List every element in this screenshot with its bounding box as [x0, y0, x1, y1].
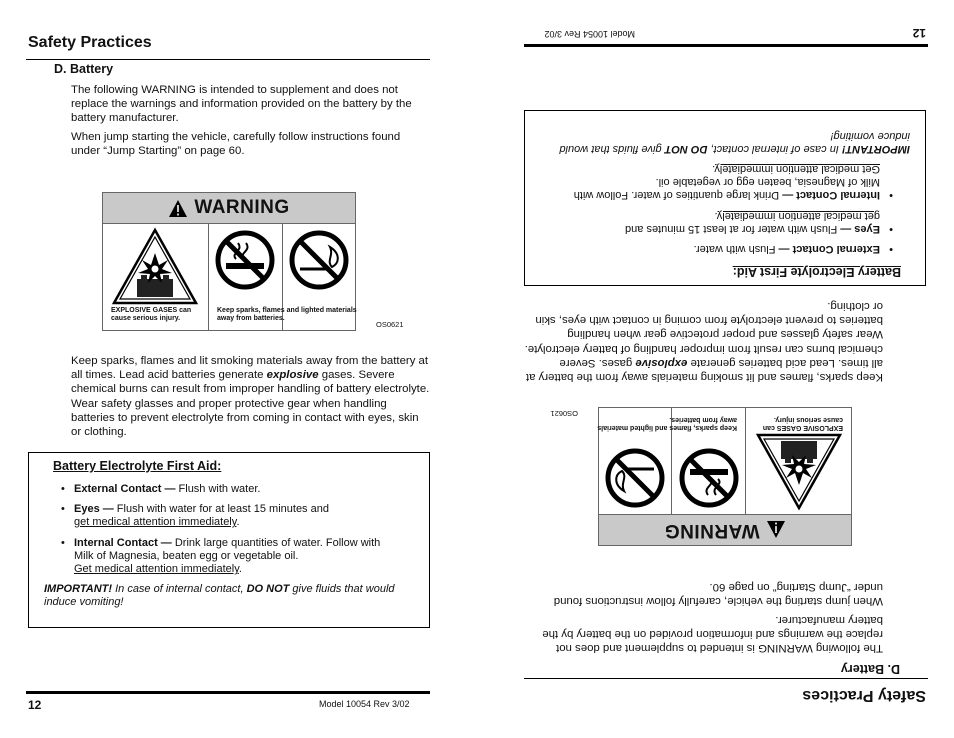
internal-text: Drink large quantities of water. Follow with Milk of Magnesia, beaten egg or vegetable oil.	[74, 537, 381, 563]
explosion-panel	[745, 408, 851, 514]
no-smoking-icon	[214, 229, 276, 291]
sparks-text-a: Keep sparks, flames and lit smoking materials away from the battery at all times. Lead acid batteries generate	[71, 355, 429, 382]
jump-start-paragraph: When jump starting the vehicle, carefully follow instructions found under “Jump Starting” on page 60.	[553, 580, 883, 607]
first-aid-title: Battery Electrolyte First Aid:	[732, 265, 901, 279]
no-flame-panel	[599, 408, 671, 514]
eyes-text: Flush with water for at least 15 minutes and	[113, 503, 329, 515]
sub-heading: D. Battery	[840, 662, 900, 676]
eyes-label: Eyes —	[74, 503, 114, 515]
internal-text: Drink large quantities of water. Follow with Milk of Magnesia, beaten egg or vegetable oil.	[573, 175, 880, 201]
important-label: IMPORTANT!	[841, 143, 910, 155]
decal-code: OS0621	[550, 409, 578, 418]
sparks-paragraph	[71, 354, 431, 439]
eyes-medical-link: get medical attention immediately	[74, 516, 237, 529]
keep-sparks-caption: Keep sparks, flames and lighted materials away from batteries.	[597, 415, 737, 431]
decal-header	[103, 193, 355, 224]
explosion-icon	[110, 227, 200, 307]
internal-label: Internal Contact —	[782, 189, 880, 201]
page-number: 12	[28, 698, 42, 712]
bullet-icon: •	[889, 189, 893, 201]
footer-rule	[26, 691, 430, 694]
important-text-b: give fluids that would induce vomiting!	[44, 583, 395, 609]
no-flame-icon	[604, 447, 666, 509]
first-aid-title: Battery Electrolyte First Aid:	[53, 459, 222, 473]
no-flame-icon	[288, 229, 350, 291]
decal-header	[599, 514, 851, 545]
external-text: Flush with water.	[175, 483, 261, 495]
bullet-icon: •	[61, 483, 65, 495]
no-smoking-panel	[597, 408, 745, 514]
external-text: Flush with water.	[693, 243, 779, 255]
sparks-text-c: gases. Severe chemical burns can result from improper handling of battery electrolyte. Wear safety glasses and proper protective gear when handling batteries to prevent electrolyte from coming in contact with eyes, skin or clothing.	[524, 299, 883, 369]
important-text-a: In case of internal contact,	[707, 143, 842, 155]
sparks-explosive: explosive	[635, 356, 688, 369]
bullet-icon: •	[889, 243, 893, 255]
important-note	[535, 129, 910, 155]
decal-code: OS0621	[376, 320, 404, 329]
right-page-upside-down	[524, 0, 928, 738]
important-donot: DO NOT	[664, 143, 708, 155]
keep-sparks-caption: Keep sparks, flames and lighted materials away from batteries.	[217, 307, 357, 323]
important-text-a: In case of internal contact,	[112, 583, 247, 595]
model-revision: Model 10054 Rev 3/02	[319, 699, 410, 709]
explosion-icon	[754, 431, 844, 511]
important-note	[44, 583, 419, 609]
bullet-icon: •	[889, 223, 893, 235]
model-revision: Model 10054 Rev 3/02	[544, 29, 635, 39]
sparks-text-a: Keep sparks, flames and lit smoking materials away from the battery at all times. Lead acid batteries generate	[525, 356, 883, 383]
sparks-text-c: gases. Severe chemical burns can result from improper handling of battery electrolyte. Wear safety glasses and proper protective gear when handling batteries to prevent electrolyte from coming in contact with eyes, skin or clothing.	[71, 369, 430, 439]
explosion-panel	[103, 224, 209, 330]
no-flame-panel	[283, 224, 355, 330]
title-rule	[26, 59, 430, 60]
warning-triangle-icon	[168, 199, 188, 218]
eyes-text: Flush with water for at least 15 minutes and	[625, 223, 841, 235]
explosive-gases-caption: EXPLOSIVE GASES can cause serious injury.	[762, 415, 843, 431]
jump-start-paragraph: When jump starting the vehicle, carefully follow instructions found under “Jump Starting” on page 60.	[71, 131, 401, 158]
section-title: Safety Practices	[802, 687, 926, 704]
title-rule	[524, 678, 928, 679]
first-aid-box: Battery Electrolyte First Aid: • External Contact — Flush with water. • Eyes — Flush with water for at least 15 minutes and get medical attention immediately. • Internal Contact — Drink large quantities of water. Follow with Milk of Magnesia, beaten egg or vegetable oil. Get medical attention immediately. IMPORTANT! In case of internal contact, DO NOT give fluids that would induce vomiting!	[524, 110, 926, 286]
no-smoking-panel	[209, 224, 357, 330]
eyes-label: Eyes —	[840, 223, 880, 235]
explosive-gases-caption: EXPLOSIVE GASES can cause serious injury.	[111, 307, 192, 323]
section-title: Safety Practices	[28, 34, 152, 51]
warning-decal	[598, 407, 852, 546]
external-label: External Contact —	[778, 243, 880, 255]
important-donot: DO NOT	[246, 583, 290, 595]
warning-intro-paragraph: The following WARNING is intended to supplement and does not replace the warnings and information provided on the battery by the battery manufacturer.	[542, 613, 883, 654]
internal-medical-link: Get medical attention immediately	[715, 162, 880, 175]
sparks-explosive: explosive	[266, 369, 319, 382]
bullet-icon: •	[61, 537, 65, 549]
page-number: 12	[912, 26, 926, 40]
first-aid-box: Battery Electrolyte First Aid: • External Contact — Flush with water. • Eyes — Flush with water for at least 15 minutes and get medical attention immediately. • Internal Contact — Drink large quantities of water. Follow with Milk of Magnesia, beaten egg or vegetable oil. Get medical attention immediately. IMPORTANT! In case of internal contact, DO NOT give fluids that would induce vomiting!	[28, 452, 430, 628]
decal-header-text: WARNING	[664, 520, 760, 541]
warning-decal	[102, 192, 356, 331]
no-smoking-icon	[678, 447, 740, 509]
important-text-b: give fluids that would induce vomiting!	[559, 129, 910, 155]
warning-intro-paragraph: The following WARNING is intended to supplement and does not replace the warnings and information provided on the battery by the battery manufacturer.	[71, 84, 412, 125]
decal-header-text: WARNING	[194, 197, 290, 218]
important-label: IMPORTANT!	[44, 583, 113, 595]
external-label: External Contact —	[74, 483, 176, 495]
bullet-icon: •	[61, 503, 65, 515]
sparks-paragraph	[523, 299, 883, 384]
sub-heading: D. Battery	[54, 62, 114, 76]
internal-medical-link: Get medical attention immediately	[74, 563, 239, 576]
footer-rule	[524, 44, 928, 47]
eyes-medical-link: get medical attention immediately	[717, 209, 880, 222]
warning-triangle-icon	[766, 521, 786, 540]
internal-label: Internal Contact —	[74, 537, 172, 549]
left-page	[26, 0, 430, 738]
